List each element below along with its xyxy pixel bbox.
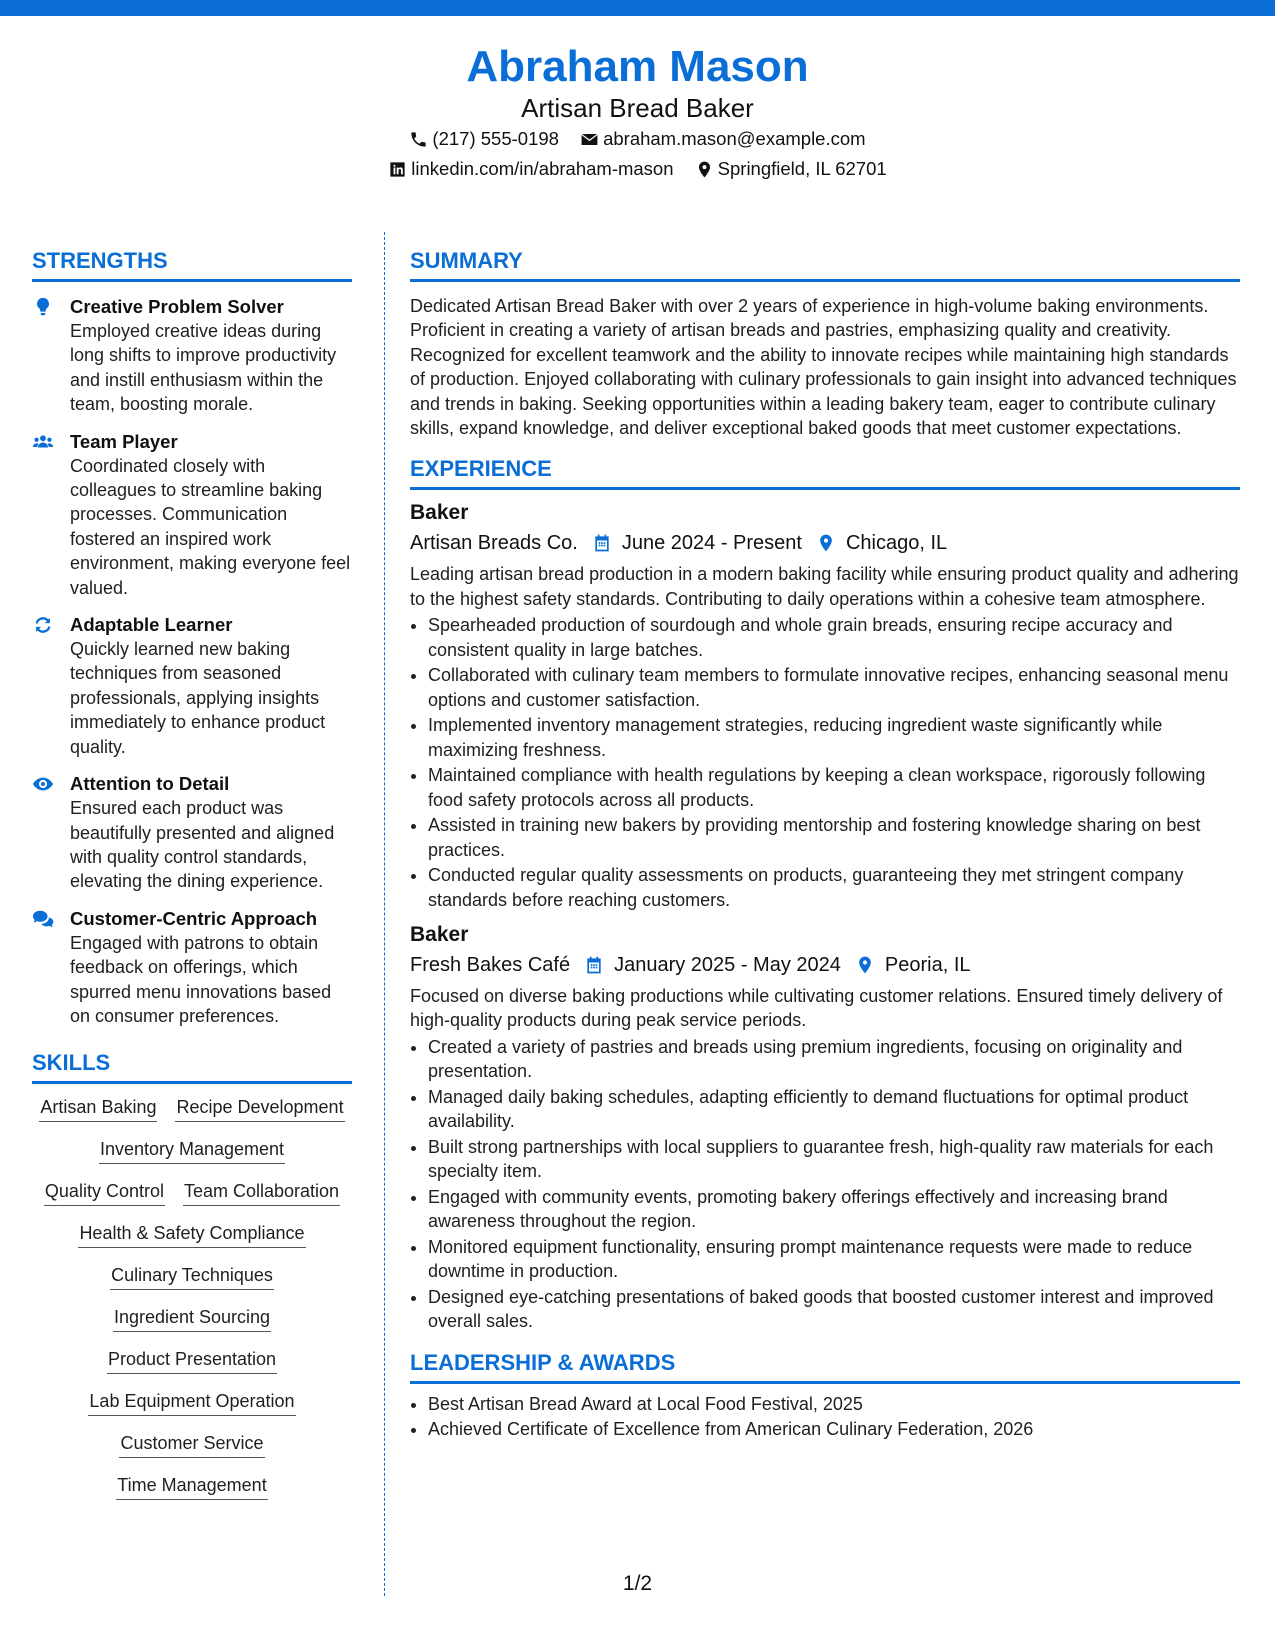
strength-desc: Quickly learned new baking techniques from seasoned professionals, applying insights immediately to enhance product quality.	[70, 639, 326, 757]
phone-text: (217) 555-0198	[432, 128, 559, 149]
job-title: Baker	[410, 501, 469, 525]
location-contact	[695, 156, 887, 182]
awards-heading: LEADERSHIP & AWARDS	[410, 1348, 1240, 1384]
job-entry	[410, 920, 1240, 1334]
strength-desc: Coordinated closely with colleagues to streamline baking processes. Communication fostered an inspired work environment, making everyone feel valued.	[70, 455, 351, 598]
bullet-item: • Implemented inventory management strategies, reducing ingredient waste significantly while maximizing freshness.	[428, 713, 1240, 762]
strength-item	[32, 771, 352, 894]
skill-tag: Product Presentation	[107, 1346, 277, 1374]
job-bullets	[410, 1035, 1240, 1334]
linkedin-icon	[388, 160, 407, 179]
job-meta	[410, 950, 1240, 980]
strength-desc: Engaged with patrons to obtain feedback on offerings, which spurred menu innovations based on consumer preferences.	[70, 932, 332, 1026]
strengths-heading: STRENGTHS	[32, 246, 352, 282]
skill-tag: Inventory Management	[99, 1136, 285, 1164]
column-divider	[384, 232, 385, 1596]
lightbulb-icon	[32, 296, 56, 318]
skills-heading: SKILLS	[32, 1048, 352, 1084]
job-description: Leading artisan bread production in a modern baking facility while ensuring product quality and adhering to the highest safety standards. Contributing to daily operations within a cohesive team atmosphere.	[410, 564, 1239, 609]
location-text: Springfield, IL 62701	[717, 158, 887, 179]
bullet-item: • Built strong partnerships with local suppliers to guarantee fresh, high-quality raw materials for each specialty item.	[428, 1135, 1240, 1184]
experience-heading: EXPERIENCE	[410, 454, 1240, 490]
linkedin-contact[interactable]	[388, 156, 673, 182]
strength-item	[32, 294, 352, 417]
skills-list	[32, 1094, 352, 1500]
strength-item	[32, 906, 352, 1029]
contact-row-2	[0, 156, 1275, 186]
envelope-icon	[580, 130, 599, 149]
strength-title: Team Player	[70, 430, 178, 452]
company-name: Fresh Bakes Café	[410, 954, 571, 977]
bullet-item: • Collaborated with culinary team members to formulate innovative recipes, enhancing seasonal menu options and customer satisfaction.	[428, 663, 1240, 712]
linkedin-text: linkedin.com/in/abraham-mason	[411, 158, 674, 179]
award-item: • Achieved Certificate of Excellence from American Culinary Federation, 2026	[428, 1417, 1240, 1441]
bullet-item: • Conducted regular quality assessments on products, guaranteeing they met stringent company standards before reaching customers.	[428, 863, 1240, 912]
company	[410, 528, 578, 558]
page-number: 1/2	[622, 1572, 653, 1595]
map-pin-icon	[816, 533, 836, 553]
bullet-item: • Maintained compliance with health regulations by keeping a clean workspace, rigorously following food safety protocols across all products.	[428, 763, 1240, 812]
skill-tag: Culinary Techniques	[110, 1262, 274, 1290]
email-contact[interactable]	[580, 126, 865, 152]
phone-contact[interactable]	[409, 126, 559, 152]
email-text: abraham.mason@example.com	[603, 128, 866, 149]
skill-tag: Artisan Baking	[39, 1094, 157, 1122]
eye-icon	[32, 773, 56, 795]
job-location	[816, 528, 947, 558]
company	[410, 950, 570, 980]
location-text: Peoria, IL	[884, 954, 971, 977]
dates-text: June 2024 - Present	[621, 532, 802, 555]
bullet-item: • Monitored equipment functionality, ensuring prompt maintenance requests were made to reduce downtime in production.	[428, 1235, 1240, 1284]
comments-icon	[32, 908, 56, 930]
strength-title: Adaptable Learner	[70, 614, 233, 636]
skill-tag: Time Management	[116, 1472, 267, 1500]
candidate-role: Artisan Bread Baker	[521, 93, 754, 123]
job-dates	[592, 528, 802, 558]
skill-tag: Lab Equipment Operation	[88, 1388, 295, 1416]
calendar-icon	[584, 955, 604, 975]
company-name: Artisan Breads Co.	[410, 532, 578, 555]
awards-list	[410, 1392, 1240, 1442]
bullet-item: • Spearheaded production of sourdough and whole grain breads, ensuring recipe accuracy and consistent quality in large batches.	[428, 613, 1240, 662]
job-meta	[410, 528, 1240, 558]
map-pin-icon	[695, 160, 714, 179]
job-location	[855, 950, 971, 980]
strength-desc: Employed creative ideas during long shifts to improve productivity and instill enthusiasm within the team, boosting morale.	[70, 321, 337, 415]
bullet-item: • Assisted in training new bakers by providing mentorship and fostering knowledge sharing on best practices.	[428, 813, 1240, 862]
strength-title: Creative Problem Solver	[70, 296, 284, 317]
job-entry	[410, 498, 1240, 912]
job-description: Focused on diverse baking productions while cultivating customer relations. Ensured timely delivery of high-quality products during peak service periods.	[410, 986, 1223, 1031]
phone-icon	[409, 130, 428, 149]
strength-item	[32, 612, 352, 759]
bullet-item: • Engaged with community events, promoting bakery offerings effectively and increasing brand awareness throughout the region.	[428, 1185, 1240, 1234]
skill-tag: Team Collaboration	[183, 1178, 340, 1206]
summary-text: Dedicated Artisan Bread Baker with over 2 years of experience in high-volume baking environments. Proficient in creating a variety of artisan breads and pastries, emphasizing quality and creativity. Recognized for excellent teamwork and the ability to innovate recipes while maintaining high standards of production. Enjoyed collaborating with culinary professionals to gain insight into advanced techniques and trends in baking. Seeking opportunities within a leading bakery team, eager to contribute culinary skills, expand knowledge, and deliver exceptional baked goods that meet customer expectations.	[410, 296, 1237, 439]
candidate-name: Abraham Mason	[466, 42, 809, 91]
bullet-item: • Created a variety of pastries and breads using premium ingredients, focusing on originality and presentation.	[428, 1035, 1240, 1084]
award-item: • Best Artisan Bread Award at Local Food Festival, 2025	[428, 1392, 1240, 1416]
bullet-item: • Managed daily baking schedules, adapting efficiently to demand fluctuations for optimal product availability.	[428, 1085, 1240, 1134]
summary-heading: SUMMARY	[410, 246, 1240, 282]
strength-desc: Ensured each product was beautifully presented and aligned with quality control standards, elevating the dining experience.	[70, 798, 335, 892]
skill-tag: Ingredient Sourcing	[113, 1304, 271, 1332]
strength-title: Attention to Detail	[70, 773, 230, 795]
job-bullets	[410, 613, 1240, 912]
left-column	[32, 246, 352, 1514]
strength-title: Customer-Centric Approach	[70, 907, 318, 929]
job-title: Baker	[410, 923, 469, 947]
skill-tag: Health & Safety Compliance	[78, 1220, 305, 1248]
skill-tag: Quality Control	[44, 1178, 165, 1206]
strength-item	[32, 429, 352, 600]
dates-text: January 2025 - May 2024	[614, 954, 841, 977]
refresh-icon	[32, 614, 56, 636]
calendar-icon	[592, 533, 612, 553]
job-dates	[584, 950, 841, 980]
right-column	[410, 246, 1240, 1443]
skill-tag: Recipe Development	[175, 1094, 344, 1122]
skill-tag: Customer Service	[119, 1430, 264, 1458]
bullet-item: • Designed eye-catching presentations of baked goods that boosted customer interest and improved overall sales.	[428, 1285, 1240, 1334]
contact-row-1	[0, 126, 1275, 156]
users-icon	[32, 431, 56, 453]
map-pin-icon	[855, 955, 875, 975]
top-accent-bar	[0, 0, 1275, 16]
location-text: Chicago, IL	[845, 532, 948, 555]
